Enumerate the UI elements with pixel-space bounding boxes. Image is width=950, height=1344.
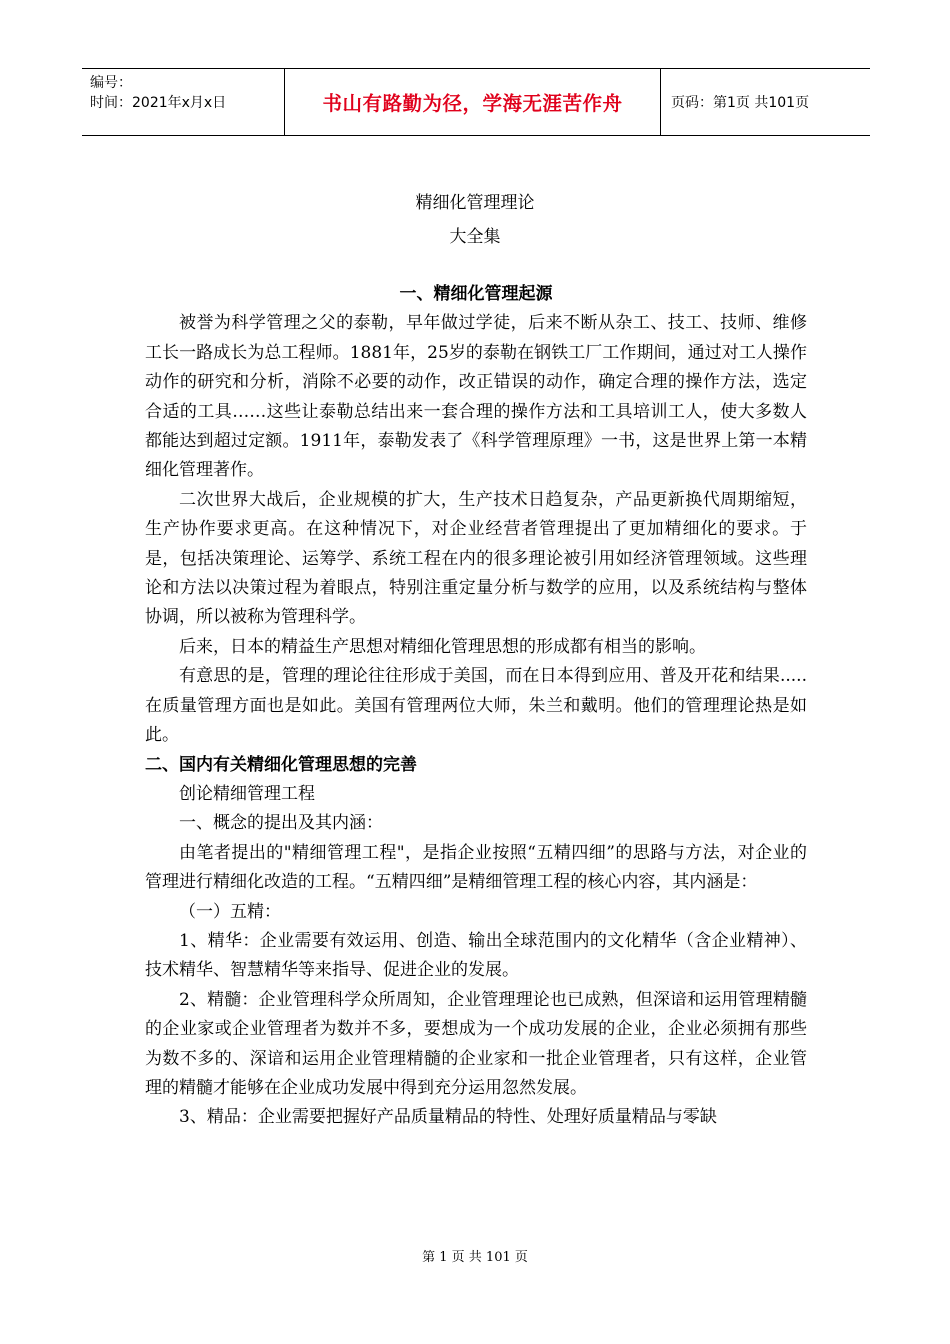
paragraph: 被誉为科学管理之父的泰勒，早年做过学徒，后来不断从杂工、技工、技师、维修工长一路成长为总工程师。1881年，25岁的泰勒在钢铁工厂工作期间，通过对工人操作动作的研究和分析，消除不必要的动作，改正错误的动作，确定合理的操作方法，选定合适的工具……这些让泰勒总结出来一套合理的操作方法和工具培训工人，使大多数人都能达到超过定额。1911年，泰勒发表了《科学管理原理》一书，这是世界上第一本精细化管理著作。 xyxy=(145,313,807,481)
number-label: 编号： xyxy=(90,75,132,91)
paragraph: 1、精华：企业需要有效运用、创造、输出全球范围内的文化精华（含企业精神）、技术精华、智慧精华等来指导、促进企业的发展。 xyxy=(145,930,807,981)
paragraph: 一、概念的提出及其内涵： xyxy=(179,813,383,834)
document-body xyxy=(145,280,807,1133)
paragraph: 有意思的是，管理的理论往往形成于美国，而在日本得到应用、普及开花和结果.....在质量管理方面也是如此。美国有管理两位大师，朱兰和戴明。他们的管理理论热是如此。 xyxy=(145,666,807,746)
header-middle-cell xyxy=(284,69,661,135)
header-right-cell xyxy=(661,69,870,135)
page-label: 页码：第1页 共101页 xyxy=(671,95,810,111)
slogan: 书山有路勤为径，学海无涯苦作舟 xyxy=(322,92,623,115)
doc-subtitle: 大全集 xyxy=(449,227,501,247)
section-heading-1: 一、精细化管理起源 xyxy=(399,284,553,304)
header-table xyxy=(82,68,870,136)
doc-title: 精细化管理理论 xyxy=(415,193,535,213)
paragraph: 由笔者提出的"精细管理工程"，是指企业按照“五精四细”的思路与方法，对企业的管理进行精细化改造的工程。“五精四细”是精细管理工程的核心内容，其内涵是： xyxy=(145,842,807,893)
paragraph: 3、精品：企业需要把握好产品质量精品的特性、处理好质量精品与零缺 xyxy=(179,1107,717,1128)
paragraph: （一）五精： xyxy=(179,901,281,922)
paragraph: 2、精髓：企业管理科学众所周知，企业管理理论也已成熟，但深谙和运用管理精髓的企业家或企业管理者为数并不多，要想成为一个成功发展的企业，企业必须拥有那些为数不多的、深谙和运用企业管理精髓的企业家和一批企业管理者，只有这样，企业管理的精髓才能够在企业成功发展中得到充分运用忽然发展。 xyxy=(145,989,807,1098)
paragraph: 后来，日本的精益生产思想对精细化管理思想的形成都有相当的影响。 xyxy=(179,636,706,657)
paragraph: 二次世界大战后，企业规模的扩大，生产技术日趋复杂，产品更新换代周期缩短，生产协作要求更高。在这种情况下，对企业经营者管理提出了更加精细化的要求。于是，包括决策理论、运筹学、系统工程在内的很多理论被引用如经济管理领域。这些理论和方法以决策过程为着眼点，特别注重定量分析与数学的应用，以及系统结构与整体协调，所以被称为管理科学。 xyxy=(145,489,807,628)
date-label: 时间：2021年x月x日 xyxy=(90,95,227,111)
section-heading-2: 二、国内有关精细化管理思想的完善 xyxy=(145,754,417,775)
page-footer: 第 1 页 共 101 页 xyxy=(422,1250,528,1265)
header-left-cell xyxy=(82,69,284,135)
paragraph: 创论精细管理工程 xyxy=(179,783,315,804)
